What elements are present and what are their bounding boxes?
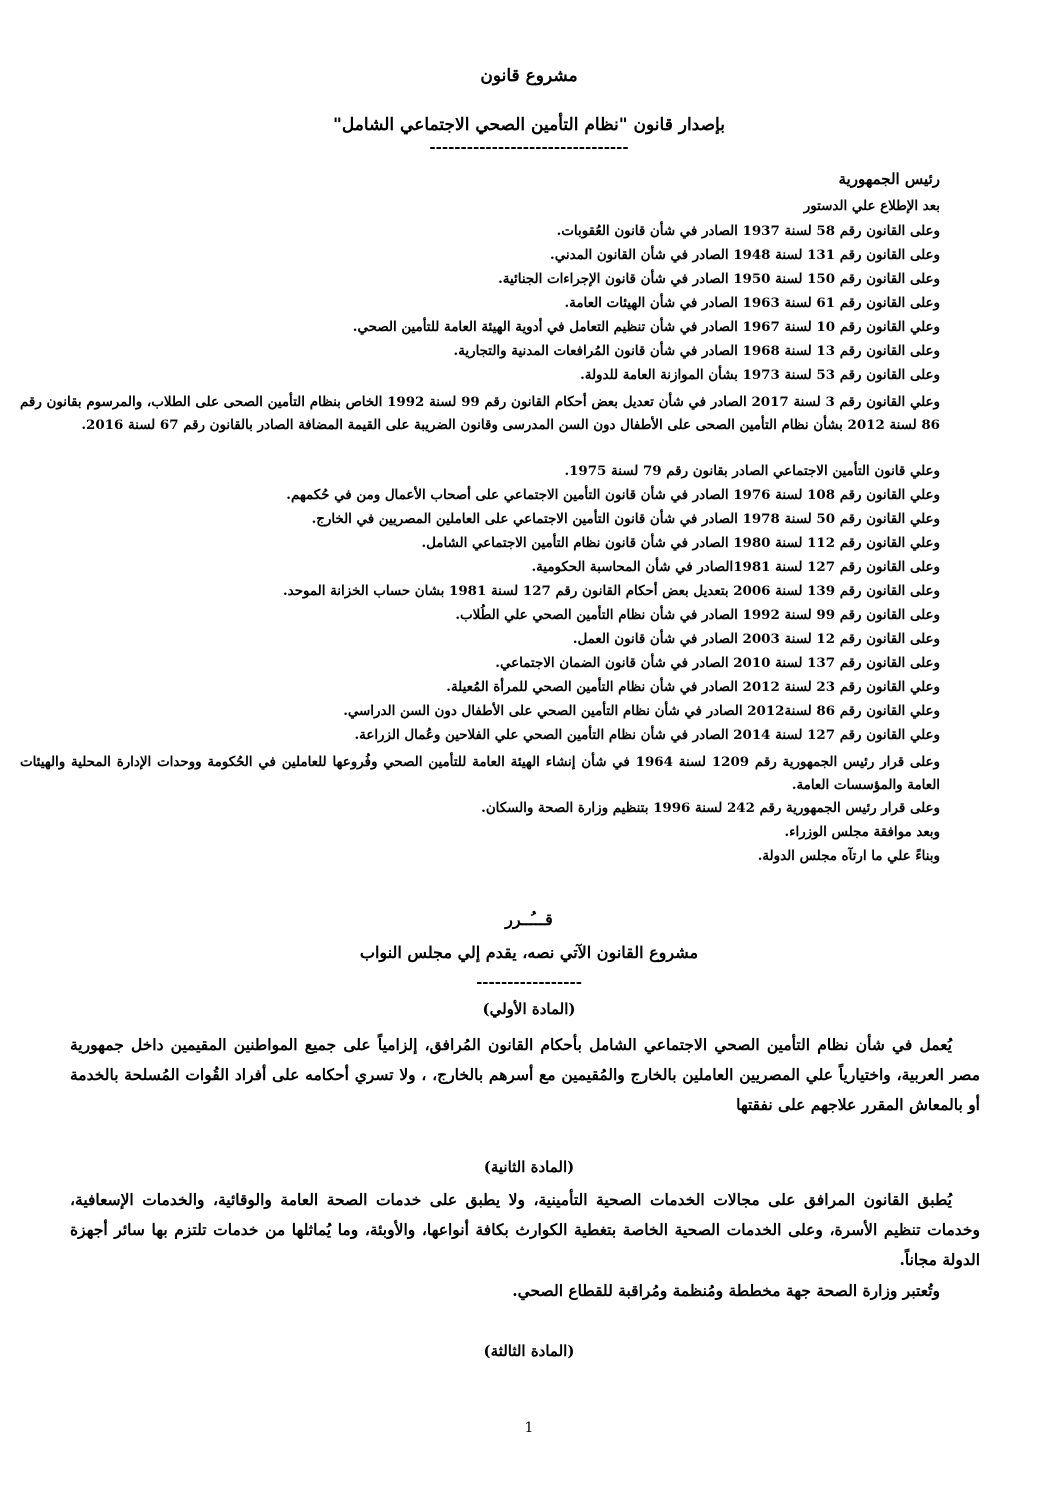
preamble-line: وعلى القانون رقم 13 لسنة 1968 الصادر في شأن قانون المُرافعات المدنية والتجارية. (453, 343, 940, 359)
preamble-line: وعلى القانون رقم 139 لسنة 2006 بتعديل بعض أحكام القانون رقم 127 لسنة 1981 بشان حساب الخزانة الموحد. (283, 583, 940, 599)
preamble-line: وعلى القانون رقم 12 لسنة 2003 الصادر في شأن قانون العمل. (572, 631, 940, 647)
preamble-line: وعلي القانون رقم 3 لسنة 2017 الصادر في شأن تعديل بعض أحكام القانون رقم 99 لسنة 1992 الخاص بنظام التأمين الصحى على الطلاب، والمرسوم بقانون رقم 86 لسنة 2012 بشأن نظام التأمين الصحى على الأطفال دون السن المدرسى وقانون الضريبة على القيمة المضافة الصادر بالقانون رقم 67 لسنة 2016. (20, 394, 940, 433)
preamble-line: وعلي القانون رقم 127 لسنة 2014 الصادر في شأن نظام التأمين الصحي علي الفلاحين وعُمال الزراعة. (354, 727, 940, 743)
decree-heading: قـــُــرر (505, 910, 553, 929)
page-number: 1 (524, 1420, 534, 1436)
article-2-text: يُطبق القانون المرافق على مجالات الخدمات الصحية التأمينية، ولا يطبق على خدمات الصحة العامة والوقائية، والخدمات الإسعافية، وخدمات تنظيم الأسرة، وعلى الخدمات الصحية الخاصة بتغطية الكوارث بكافة أنواعها، والأوبئة، وما يُماثلها من خدمات تلتزم بها سائر أجهزة الدولة مجاناً. (70, 1190, 980, 1269)
document-subtitle: بإصدار قانون "نظام التأمين الصحي الاجتماعي الشامل" (333, 115, 725, 135)
preamble-line: وعلى قرار رئيس الجمهورية رقم 242 لسنة 1996 بتنظيم وزارة الصحة والسكان. (481, 800, 940, 816)
preamble-line: وعلي القانون رقم 10 لسنة 1967 الصادر في شأن تنظيم التعامل في أدوية الهيئة العامة للتأمين الصحي. (352, 319, 940, 335)
article-2-title: (المادة الثانية) (483, 1158, 575, 1176)
preamble-line: وعلى القانون رقم 99 لسنة 1992 الصادر في شأن نظام التأمين الصحي علي الطُلاب. (455, 607, 940, 623)
document-title: مشروع قانون (480, 66, 578, 86)
preamble-line: وعلى القانون رقم 61 لسنة 1963 الصادر في شأن الهيئات العامة. (564, 295, 940, 311)
preamble-line: بعد الإطلاع علي الدستور (803, 198, 940, 214)
preamble-line: وعلي القانون رقم 50 لسنة 1978 الصادر في شأن قانون التأمين الاجتماعي على العاملين المصريين في الخارج. (311, 511, 940, 527)
preamble-line: وبناءً علي ما ارتآه مجلس الدولة. (757, 848, 940, 864)
preamble-president: رئيس الجمهورية (838, 170, 940, 188)
preamble-line: وعلي القانون رقم 112 لسنة 1980 الصادر في شأن قانون نظام التأمين الاجتماعي الشامل. (421, 535, 940, 551)
preamble-line: وعلي القانون رقم 86 لسنة2012 الصادر في شأن نظام التأمين الصحي على الأطفال دون السن الدراسي. (343, 703, 940, 719)
title-separator: -------------------------------- (429, 138, 629, 156)
preamble-line: وعلى قرار رئيس الجمهورية رقم 1209 لسنة 1964 في شأن إنشاء الهيئة العامة للتأمين الصحي وفُروعها للعاملين في الحُكومة ووحدات الإدارة المحلية والهيئات العامة والمؤسسات العامة. (20, 754, 940, 793)
preamble-line: وعلى القانون رقم 53 لسنة 1973 بشأن الموازنة العامة للدولة. (580, 367, 940, 383)
preamble-line: وعلى القانون رقم 150 لسنة 1950 الصادر في شأن قانون الإجراءات الجنائية. (498, 271, 940, 287)
preamble-line: وعلي قانون التأمين الاجتماعي الصادر بقانون رقم 79 لسنة 1975. (564, 463, 940, 479)
decree-intro: مشروع القانون الآتي نصه، يقدم إلي مجلس النواب (359, 943, 699, 962)
preamble-line: وعلى القانون رقم 131 لسنة 1948 الصادر في شأن القانون المدني. (550, 247, 940, 263)
preamble-line: وعلي القانون رقم 23 لسنة 2012 الصادر في شأن نظام التأمين الصحي للمرأة المُعيلة. (446, 679, 940, 695)
article-3-title: (المادة الثالثة) (483, 1342, 575, 1360)
preamble-line: وعلى القانون رقم 137 لسنة 2010 الصادر في شأن قانون الضمان الاجتماعي. (495, 655, 940, 671)
article-2-text-2: وتُعتبر وزارة الصحة جهة مخططة ومُنظمة ومُراقبة للقطاع الصحي. (512, 1281, 940, 1300)
decree-separator: ----------------- (476, 973, 582, 991)
article-1-title: (المادة الأولي) (482, 1000, 576, 1018)
article-1-text: يُعمل في شأن نظام التأمين الصحي الاجتماعي الشامل بأحكام القانون المُرافق، إلزامياً على جميع المواطنين المقيمين داخل جمهورية مصر العربية، واختيارياً علي المصريين العاملين بالخارج والمُقيمين مع أسرهم بالخارج، ، ولا تسري أحكامه على أفراد القُوات المُسلحة بالخدمة أو بالمعاش المقرر علاجهم على نفقتها (70, 1035, 980, 1114)
preamble-line: وعلى القانون رقم 127 لسنة 1981الصادر في شأن المحاسبة الحكومية. (531, 559, 940, 575)
preamble-line: وعلى القانون رقم 58 لسنة 1937 الصادر في شأن قانون العُقوبات. (556, 223, 940, 239)
preamble-line: وعلي القانون رقم 108 لسنة 1976 الصادر في شأن قانون التأمين الاجتماعي على أصحاب الأعمال ومن في حُكمهم. (286, 487, 940, 503)
preamble-line: وبعد موافقة مجلس الوزراء. (784, 824, 940, 840)
